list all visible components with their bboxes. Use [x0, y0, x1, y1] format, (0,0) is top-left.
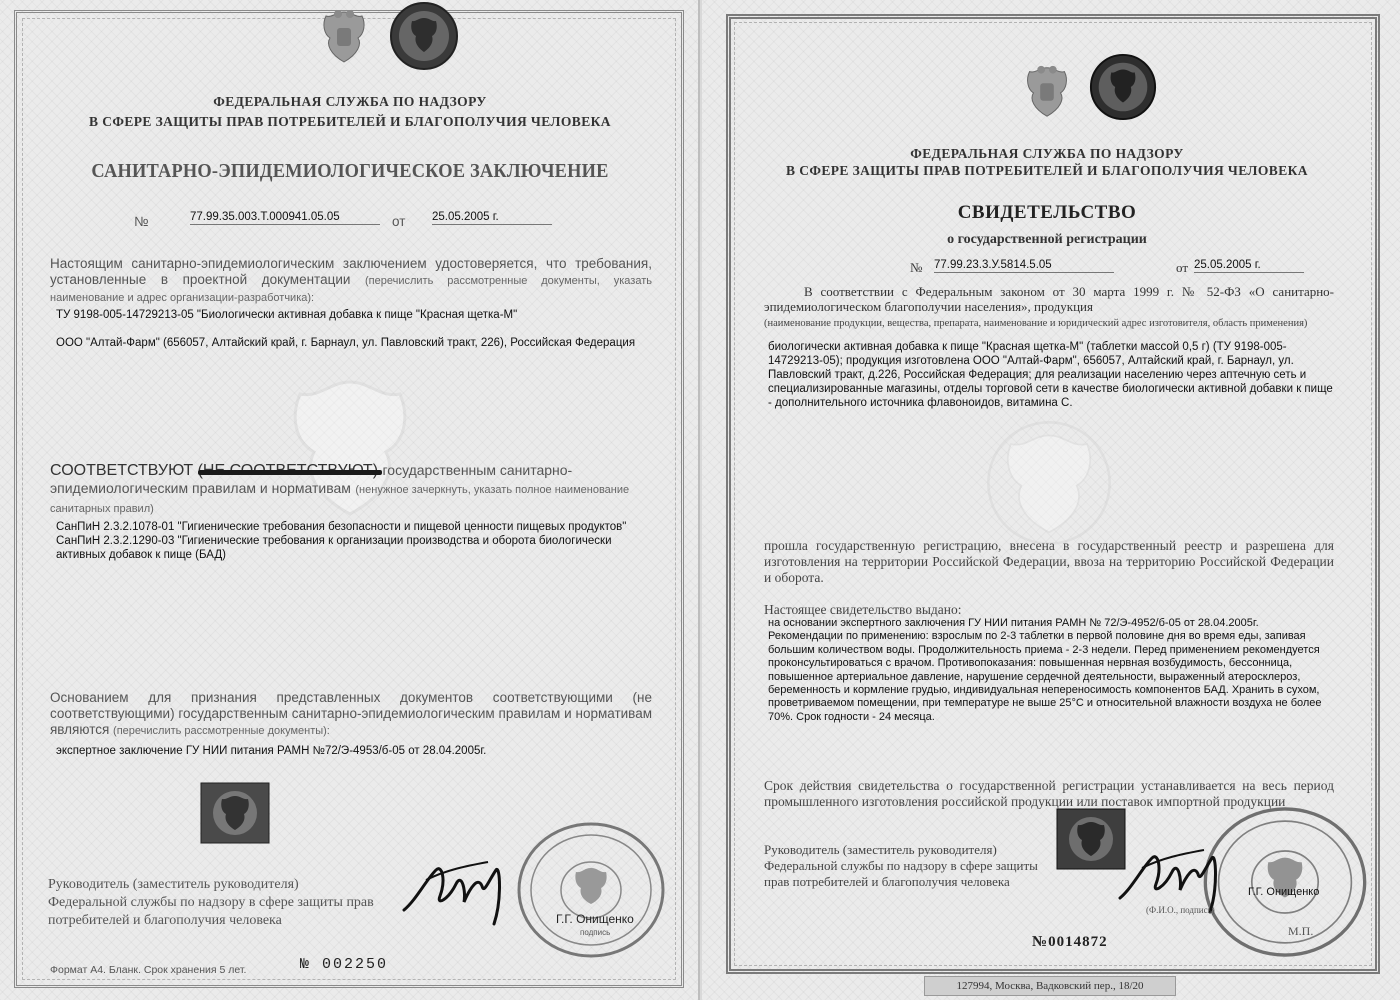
head-title: Руководитель (заместитель руководителя) Федеральной службы по надзору в сфере защиты прав потребителей и благополучия человека — [48, 877, 374, 928]
official-round-stamp-icon — [516, 820, 666, 960]
product-description: биологически активная добавка к пище "Красная щетка-М" (таблетки массой 0,5 г) (ТУ 9198-005-14729213-05); продукция изготовлена ООО "Алтай-Фарм", 656057, Алтайский край, г. Барнаул, ул. Павловский тракт, д.226, Российская Федерация; для реализации населению через аптечную сеть и специализированные магазины, отделы торговой сети в качестве биологически активной добавки к пище - дополнительного источника флавоноидов, витамина С. — [768, 341, 1333, 409]
date-prefix: от — [1176, 260, 1189, 275]
document-title: САНИТАРНО-ЭПИДЕМИОЛОГИЧЕСКОЕ ЗАКЛЮЧЕНИЕ — [91, 160, 609, 182]
organization-info: ООО "Алтай-Фарм" (656057, Алтайский край, г. Барнаул, ул. Павловский тракт, 226), Российская Федерация — [56, 337, 636, 349]
certificate-subtitle: о государственной регистрации — [947, 232, 1147, 247]
agency-header-line1: ФЕДЕРАЛЬНАЯ СЛУЖБА ПО НАДЗОРУ — [910, 146, 1184, 161]
double-headed-eagle-emblem-icon — [1016, 60, 1078, 122]
date-prefix: от — [392, 214, 406, 229]
technical-spec: ТУ 9198-005-14729213-05 "Биологически активная добавка к пище "Красная щетка-М" — [56, 309, 518, 321]
agency-header-line2: В СФЕРЕ ЗАЩИТЫ ПРАВ ПОТРЕБИТЕЛЕЙ И БЛАГОПОЛУЧИЯ ЧЕЛОВЕКА — [786, 163, 1308, 178]
law-note: (наименование продукции, вещества, препарата, наименование и юридический адрес изготовителя, область применения) — [764, 318, 1308, 329]
signer-name: Г.Г. Онищенко — [556, 912, 634, 926]
mp-mark: М.П. — [1288, 924, 1314, 938]
intro-paragraph — [50, 256, 652, 306]
certificate-number: 77.99.23.3.У.5814.5.05 — [934, 258, 1114, 273]
serial-number — [300, 956, 388, 973]
comply-text: СООТВЕТСТВУЮТ — [50, 462, 194, 479]
basis-document: экспертное заключение ГУ НИИ питания РАМН №72/Э-4953/б-05 от 28.04.2005г. — [56, 745, 487, 757]
signer-note: подпись — [580, 928, 611, 937]
not-comply-strikethrough — [198, 462, 383, 479]
eagle-watermark-icon — [964, 418, 1134, 548]
registered-paragraph: прошла государственную регистрацию, внесена в государственный реестр и разрешена для изготовления на территории Российской Федерации, ввоза на территорию Российской Федерации и оборота. — [764, 538, 1334, 585]
registration-certificate-document — [702, 0, 1400, 1000]
form-note: Формат А4. Бланк. Срок хранения 5 лет. — [50, 964, 247, 976]
law-paragraph: В соответствии с Федеральным законом от 30 марта 1999 г. № 52-ФЗ «О санитарно-эпидемиологическом благополучии населения», продукция — [764, 284, 1334, 314]
agency-header-line2: В СФЕРЕ ЗАЩИТЫ ПРАВ ПОТРЕБИТЕЛЕЙ И БЛАГОПОЛУЧИЯ ЧЕЛОВЕКА — [89, 114, 611, 129]
basis-note-text: (перечислить рассмотренные документы): — [113, 725, 330, 737]
intro-main-text: Настоящим санитарно-эпидемиологическим заключением удостоверяется, что требования, установленные в проектной документации — [50, 256, 652, 287]
round-seal-emblem-icon — [388, 0, 460, 72]
serial-prefix: № — [300, 956, 312, 973]
issuer-address: 127994, Москва, Вадковский пер., 18/20 — [924, 976, 1176, 996]
rules-note-text: (ненужное зачеркнуть, указать полное наименование санитарных правил) — [50, 484, 630, 515]
rules-main-text1: государственным санитарно- — [382, 462, 573, 478]
intro-note-text: (перечислить рассмотренные документы, указать наименование и адрес организации-разработчика): — [50, 275, 652, 304]
compliance-paragraph — [50, 462, 652, 518]
handwritten-signature-icon — [396, 840, 526, 930]
issued-basis: на основании экспертного заключения ГУ НИИ питания РАМН № 72/Э-4952/б-05 от 28.04.2005г. Рекомендации по применению: взрослым по 2-3 таблетки в первой половине дня во время еды, запивая большим количеством воды. Продолжительность приема - 2-3 недели. Перед применением рекомендуется проконсультироваться с врачом. Противопоказания: повышенная нервная возбудимость, бессонница, повышенное артериальное давление, нарушение сердечной деятельности, выраженный атеросклероз, беременность и кормление грудью, индивидуальная непереносимость компонентов БАД. Хранить в сухом, проветриваемом помещении, при температуре не выше 25°С и относительной влажности воздуха не более 70%. Срок годности - 24 месяца. — [768, 617, 1322, 723]
number-prefix: № — [134, 214, 149, 229]
agency-header-line1: ФЕДЕРАЛЬНАЯ СЛУЖБА ПО НАДЗОРУ — [213, 94, 487, 109]
strike-line — [198, 470, 383, 475]
serial-number: №0014872 — [1032, 934, 1108, 950]
rules-main-text2: эпидемиологическим правилам и нормативам — [50, 480, 351, 496]
fio-note: (Ф.И.О., подпись) — [1146, 905, 1215, 915]
number-prefix: № — [910, 260, 923, 275]
double-headed-eagle-emblem-icon — [312, 4, 376, 68]
round-seal-emblem-icon — [1088, 52, 1158, 122]
certificate-title: СВИДЕТЕЛЬСТВО — [957, 202, 1137, 223]
issued-label: Настоящее свидетельство выдано: — [764, 602, 962, 617]
head-title: Руководитель (заместитель руководителя) Федеральной службы по надзору в сфере защиты прав потребителей и благополучия человека — [764, 842, 1038, 889]
conclusion-number: 77.99.35.003.Т.000941.05.05 — [190, 210, 380, 225]
sanpin-list: СанПиН 2.3.2.1078-01 "Гигиенические требования безопасности и пищевой ценности пищевых продуктов" СанПиН 2.3.2.1290-03 "Гигиенические требования к организации производства и оборота биологически активных добавок к пище (БАД) — [56, 521, 627, 561]
basis-main-text: Основанием для признания представленных документов соответствующими (не соответствующими) государственным санитарно-эпидемиологическим правилам и нормативам являются — [50, 690, 652, 737]
serial-value: 002250 — [322, 956, 389, 973]
hologram-emblem-icon — [200, 782, 270, 844]
signer-name: Г.Г. Онищенко — [1248, 886, 1320, 898]
basis-paragraph — [50, 690, 652, 739]
certificate-date: 25.05.2005 г. — [1194, 258, 1304, 273]
validity-paragraph: Срок действия свидетельства о государственной регистрации устанавливается на весь период промышленного изготовления российской продукции или поставок импортной продукции — [764, 778, 1334, 809]
conclusion-date: 25.05.2005 г. — [432, 210, 552, 225]
